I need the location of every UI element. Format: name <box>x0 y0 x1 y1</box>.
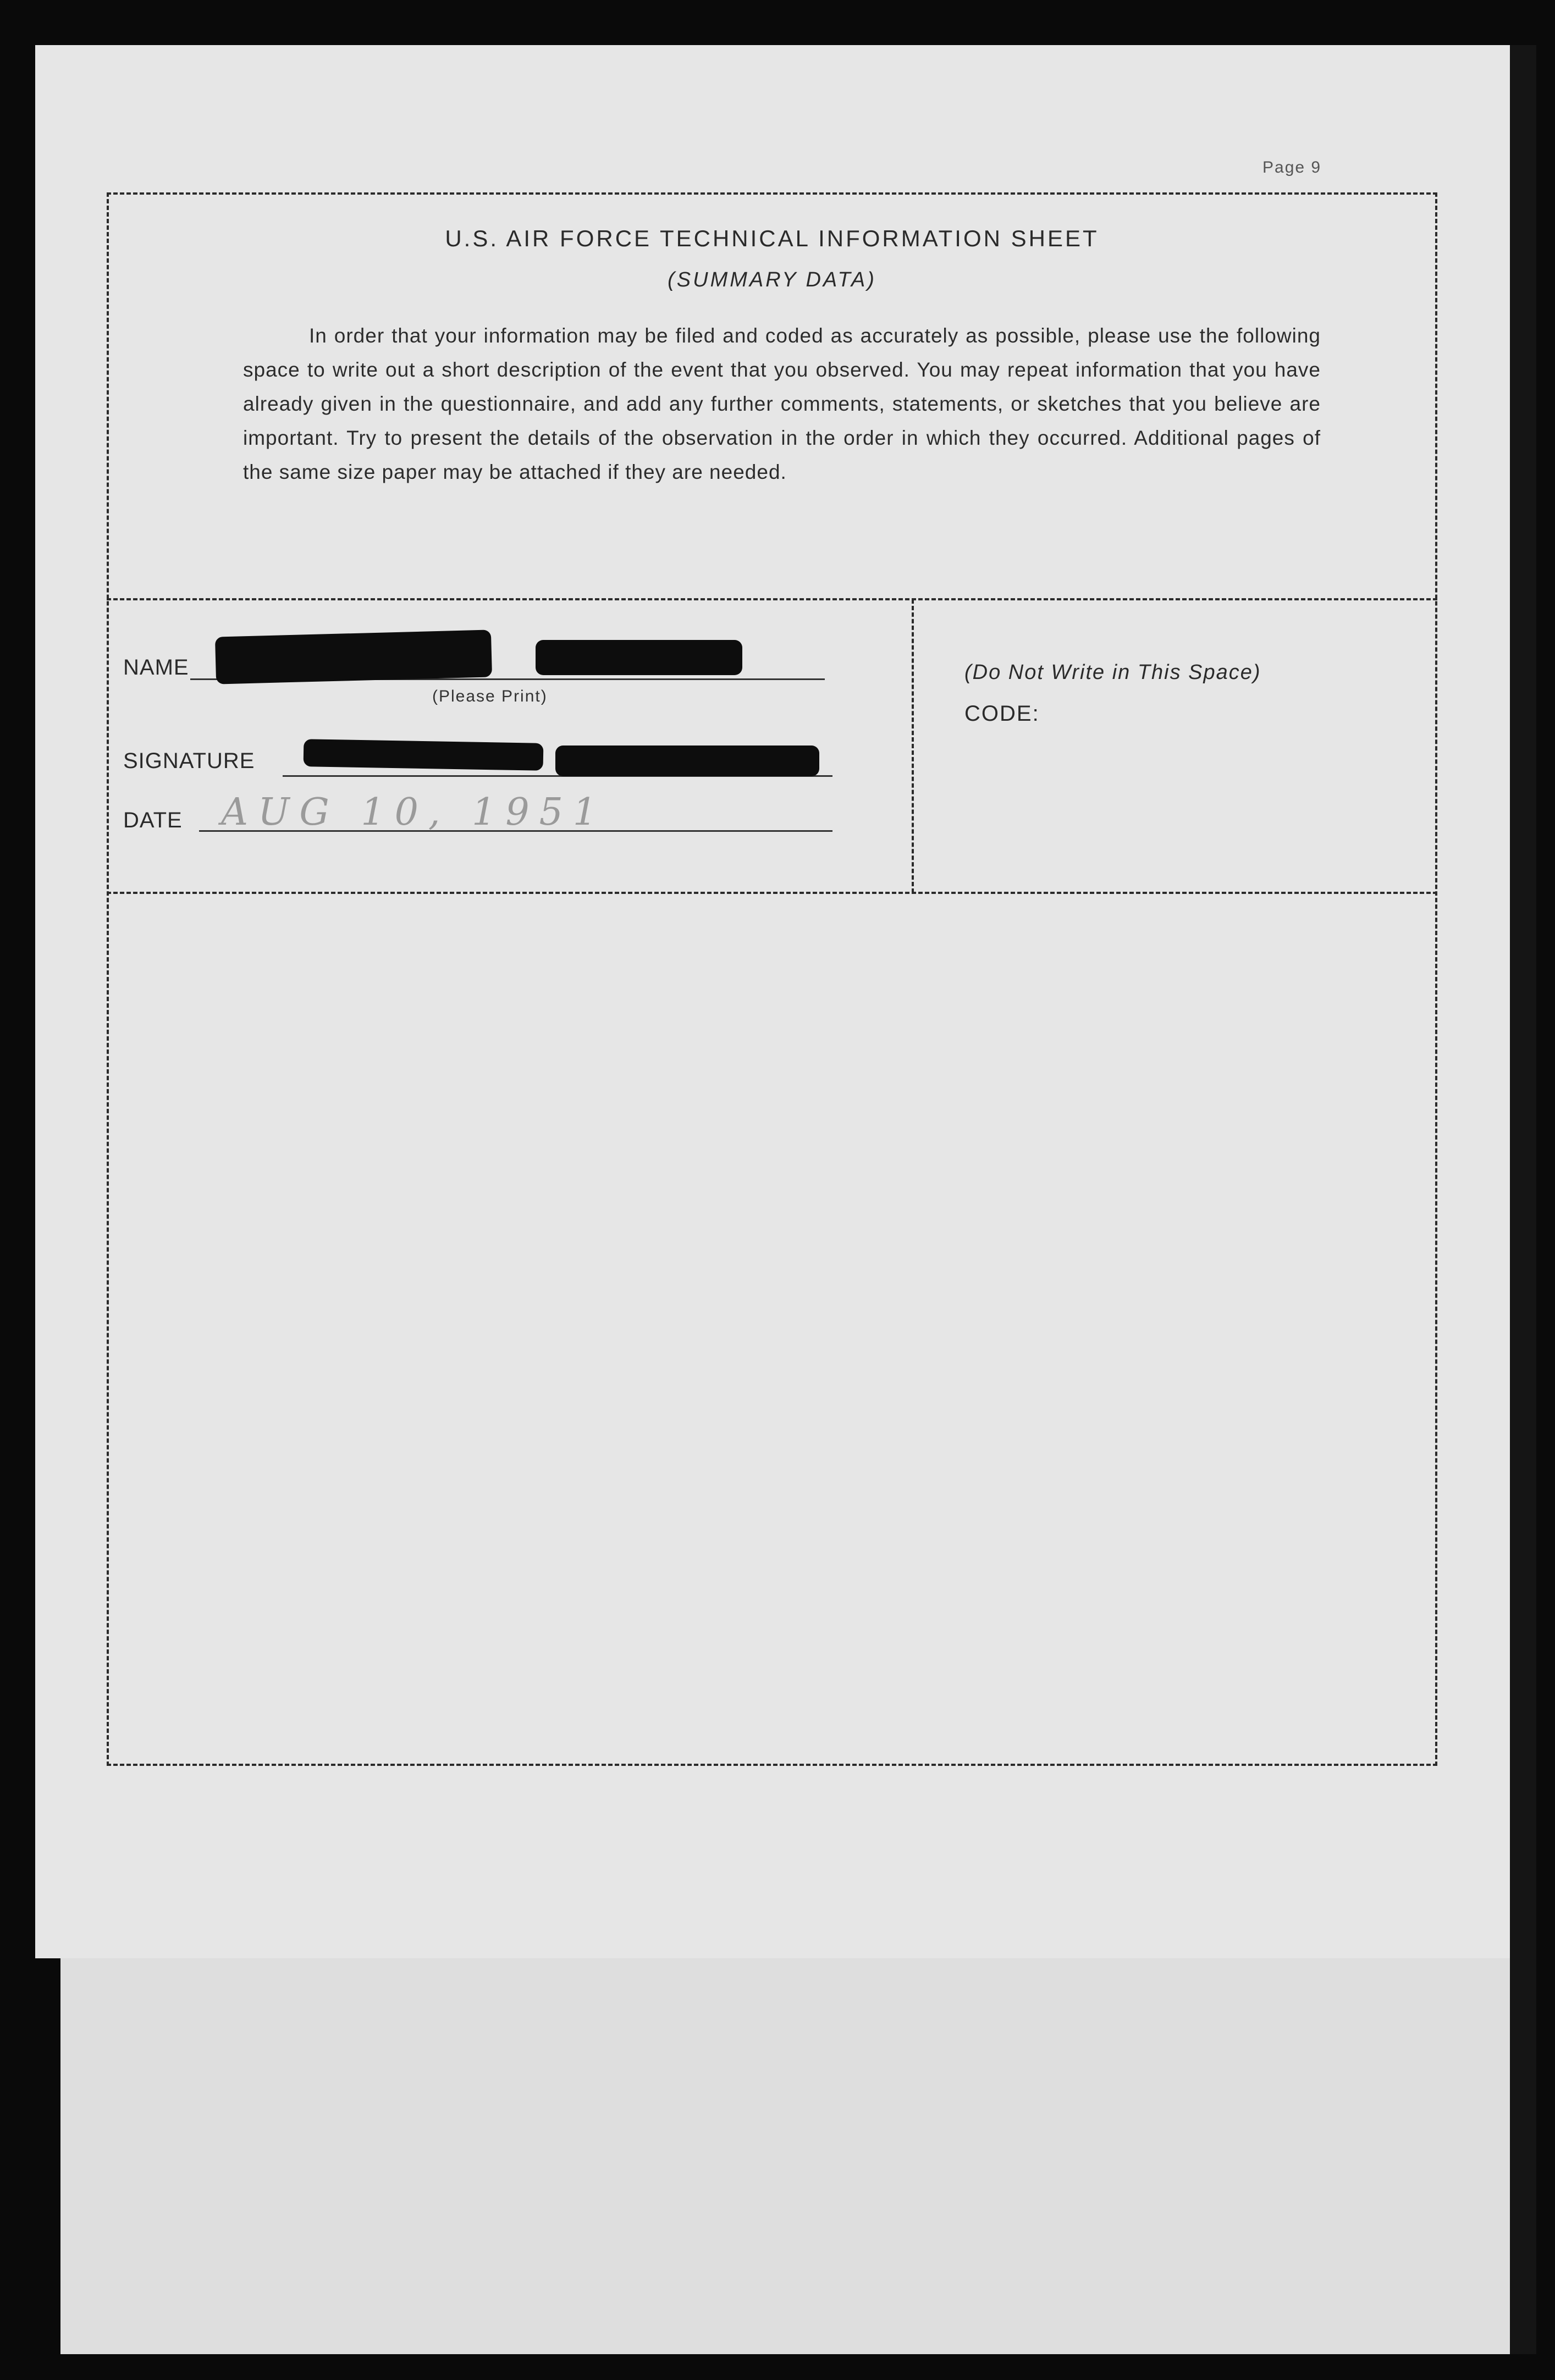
form-title: U.S. AIR FORCE TECHNICAL INFORMATION SHEET <box>445 225 1099 251</box>
date-label: DATE <box>123 808 183 832</box>
name-redaction-2 <box>536 640 742 675</box>
code-label: CODE: <box>964 702 1040 726</box>
form-subtitle: (SUMMARY DATA) <box>668 268 876 291</box>
name-label: NAME <box>123 655 189 680</box>
office-use-note: (Do Not Write in This Space) <box>964 661 1261 684</box>
fields-divider <box>107 892 1437 894</box>
please-print-note: (Please Print) <box>432 687 548 705</box>
page-edge-shadow <box>1510 45 1536 2354</box>
date-handwritten-value: AUG 10, 1951 <box>221 791 607 834</box>
page-number: Page 9 <box>1262 158 1322 176</box>
signature-redaction <box>304 739 544 771</box>
name-redaction <box>215 629 492 684</box>
signature-redaction-2 <box>555 746 819 776</box>
lower-sheet <box>60 1958 1536 2354</box>
office-column-divider <box>912 599 914 893</box>
signature-label: SIGNATURE <box>123 749 255 773</box>
header-divider <box>107 598 1437 600</box>
instructions-paragraph: In order that your information may be filed and coded as accurately as possible, please use the following space to write out a short description of the event that you observed. You may repeat information that you have already given in the questionnaire, and add any further comments, statements, or sketches that you believe are important. Try to present the details of the observation in the order in which they occurred. Additional pages of the same size paper may be attached if they are needed. <box>243 324 1321 483</box>
